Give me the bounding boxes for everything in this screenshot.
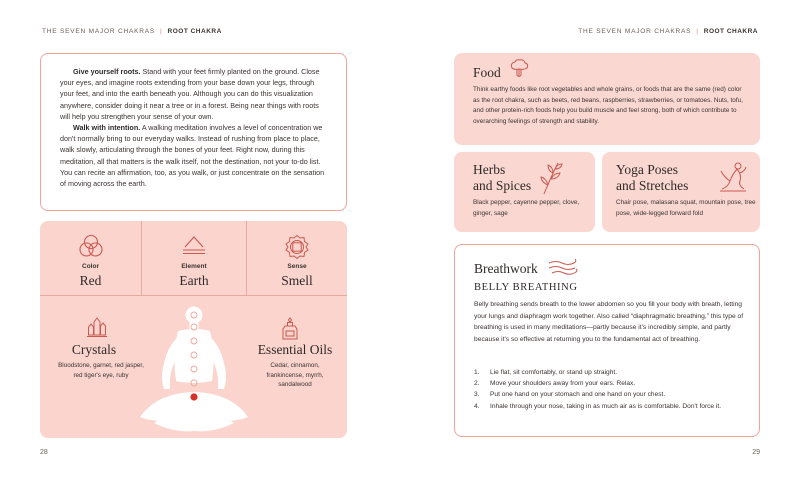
- running-head-right: [578, 28, 758, 35]
- step-item: [474, 367, 744, 378]
- step-text: Move your shoulders away from your ears. Relax.: [490, 380, 636, 388]
- yoga-title-line2: and Stretches: [616, 178, 689, 193]
- herbs-spices-card: [454, 152, 595, 232]
- step-item: [474, 401, 744, 412]
- step-number: 1.: [474, 369, 480, 376]
- step-number: 3.: [474, 391, 480, 399]
- food-card: [454, 53, 760, 145]
- yoga-text: Chair pose, malasana squat, mountain pose, tree pose, wide-legged forward fold: [616, 199, 756, 217]
- step-number: 2.: [474, 380, 480, 388]
- crystals-text: Bloodstone, garnet, red jasper, red tiger's eye, ruby: [58, 362, 144, 379]
- header-separator: |: [696, 28, 699, 35]
- running-head-left: [42, 28, 222, 35]
- herbs-title-line1: Herbs: [473, 162, 506, 177]
- food-title: Food: [473, 65, 501, 80]
- herbs-title-line2: and Spices: [473, 178, 532, 193]
- belly-breathing-intro: Belly breathing sends breath to the lower abdomen so you fill your body with breath, letting your lungs and diaphragm work together. Also called “diaphragmatic breathing,” this type of breathing is used in many meditations—partly because it's incredibly simple, and partly because it's so effective at returning you to the fundamental act of breathing.: [474, 301, 744, 343]
- element-value: Earth: [179, 273, 209, 288]
- attributes-row: [40, 221, 347, 295]
- belly-breathing-subtitle: BELLY BREATHING: [474, 282, 578, 293]
- color-label: Color: [82, 263, 99, 270]
- page-number-right: 29: [752, 449, 760, 456]
- chakra-attributes-panel: [40, 221, 347, 438]
- herbs-text: Black pepper, cayenne pepper, clove, ginger, sage: [473, 199, 580, 217]
- earth-triangle-icon: [180, 234, 208, 256]
- paragraph-give-roots: [60, 66, 328, 122]
- panel-divider: [40, 295, 347, 296]
- color-cell: [40, 221, 141, 295]
- color-circles-icon: [78, 234, 104, 258]
- header-separator: |: [160, 28, 163, 35]
- chapter-title: ROOT CHAKRA: [167, 28, 222, 35]
- color-value: Red: [79, 273, 102, 288]
- step-number: 4.: [474, 402, 480, 410]
- essential-oils-title: Essential Oils: [257, 342, 333, 357]
- sense-label: Sense: [287, 263, 307, 270]
- element-label: Element: [181, 263, 207, 270]
- book-title: THE SEVEN MAJOR CHAKRAS: [42, 28, 156, 35]
- meditation-figure-illustration: [134, 305, 254, 438]
- step-item: [474, 389, 744, 400]
- root-chakra-symbol-icon: [284, 234, 310, 260]
- herb-sprig-icon: [538, 161, 564, 195]
- book-title: THE SEVEN MAJOR CHAKRAS: [578, 28, 692, 35]
- step-text: Inhale through your nose, taking in as much air as is comfortable. Don't force it.: [490, 402, 722, 410]
- give-roots-lead: Give yourself roots.: [73, 67, 141, 76]
- step-text: Lie flat, sit comfortably, or stand up straight.: [490, 369, 618, 376]
- yoga-title-line1: Yoga Poses: [616, 162, 679, 177]
- crystals-title: Crystals: [71, 342, 117, 357]
- essential-oils-text: Cedar, cinnamon, frankincense, myrrh, sandalwood: [266, 362, 324, 388]
- breath-wind-icon: [548, 258, 578, 276]
- food-text: Think earthy foods like root vegetables and whole grains, or foods that are the same (red) color as the root chakra, such as beets, red beans, raspberries, strawberries, or tomatoes. Nuts, tofu, and other protein-rich foods help you build muscle and feel strong, both of which contribute to overarching feelings of strength and stability.: [473, 86, 743, 125]
- roots-text-box: [40, 53, 347, 211]
- breathing-steps-list: [474, 367, 744, 412]
- element-cell: [141, 221, 247, 295]
- essential-oil-bottle-icon: [279, 317, 301, 341]
- walk-intention-lead: Walk with intention.: [73, 123, 141, 133]
- walk-intention-text: A walking meditation involves a level of concentration we don't normally bring to our everyday walks. Instead of rushing from place to place, walk slowly, articulating through the bones of your feet. Right now, during this meditation, all that matters is the walk itself, not the destination, not your to-do list. You can recite an affirmation, too, as you walk, or just concentrate on the sensation of moving across the earth.: [60, 123, 325, 189]
- paragraph-walk-intention: [60, 122, 328, 189]
- chapter-title: ROOT CHAKRA: [703, 28, 758, 35]
- sense-cell: [247, 221, 347, 295]
- sense-value: Smell: [281, 273, 313, 288]
- breathwork-card: [454, 244, 760, 437]
- broccoli-icon: [508, 58, 530, 80]
- yoga-poses-card: [602, 152, 760, 232]
- crystals-icon: [86, 317, 108, 339]
- page-number-left: 28: [40, 449, 48, 456]
- step-item: [474, 378, 744, 389]
- breathwork-title: Breathwork: [474, 261, 538, 276]
- yoga-pose-icon: [718, 161, 748, 193]
- give-roots-text: Stand with your feet firmly planted on the ground. Close your eyes, and imagine roots extending from your base down your legs, through your feet, and into the earth beneath you. Although you can do this visualization anywhere, consider doing it near a tree or in a forest. Being near things with roots will help you strengthen your sense of your own.: [60, 67, 320, 121]
- step-text: Put one hand on your stomach and one hand on your chest.: [490, 391, 666, 399]
